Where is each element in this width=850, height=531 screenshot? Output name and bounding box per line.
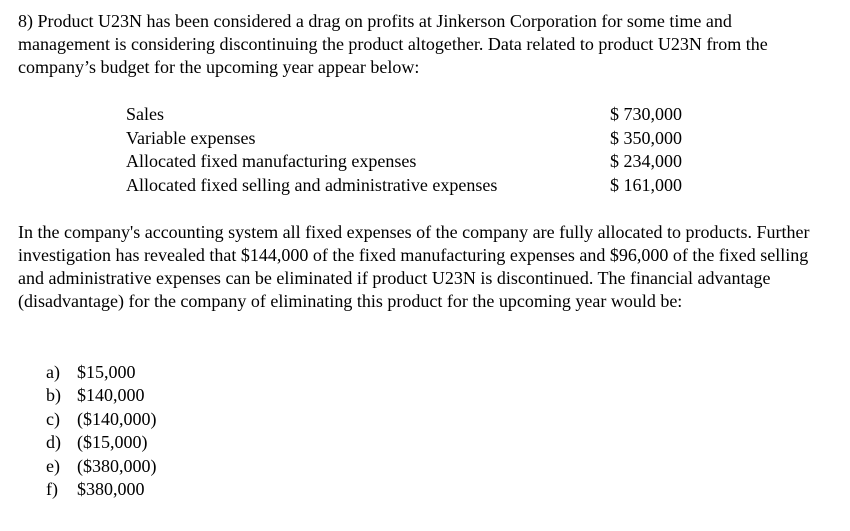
option-value: ($15,000)	[77, 432, 148, 453]
option-value: ($380,000)	[77, 455, 157, 476]
option-value: $380,000	[77, 479, 145, 500]
budget-label: Variable expenses	[126, 127, 256, 148]
budget-label: Allocated fixed manufacturing expenses	[126, 151, 417, 171]
budget-amount: $ 350,000	[610, 127, 682, 148]
option-letter: d)	[46, 432, 61, 453]
budget-row-variable-expenses	[126, 127, 692, 151]
option-letter: c)	[46, 408, 60, 429]
option-f	[46, 478, 157, 501]
budget-row-fixed-manufacturing	[126, 150, 692, 174]
option-value: $15,000	[77, 362, 136, 382]
option-letter: a)	[46, 362, 60, 382]
option-letter: e)	[46, 455, 60, 476]
budget-amount: $ 161,000	[610, 174, 682, 195]
option-letter: f)	[46, 479, 58, 500]
option-value: ($140,000)	[77, 408, 157, 429]
budget-label: Allocated fixed selling and administrative expenses	[126, 174, 498, 195]
budget-amount: $ 730,000	[610, 104, 682, 124]
option-value: $140,000	[77, 385, 145, 406]
option-d	[46, 431, 157, 454]
option-c	[46, 408, 157, 431]
option-letter: b)	[46, 385, 61, 406]
budget-label: Sales	[126, 104, 164, 124]
option-e	[46, 455, 157, 478]
budget-amount: $ 234,000	[610, 151, 682, 171]
detail-text: In the company's accounting system all fixed expenses of the company are fully allocated to products. Further investigation has revealed that $144,000 of the fixed manufacturing expenses and $96,000 of the fixed selling and administrative expenses can be eliminated if product U23N is discontinued. The financial advantage (disadvantage) for the company of eliminating this product for the upcoming year would be:	[18, 222, 810, 311]
option-a	[46, 361, 157, 384]
budget-table	[126, 103, 692, 197]
budget-row-sales	[126, 103, 692, 127]
answer-options	[46, 361, 157, 501]
option-b	[46, 384, 157, 407]
question-text: 8) Product U23N has been considered a drag on profits at Jinkerson Corporation for some time and management is considering discontinuing the product altogether. Data related to product U23N from the company’s budget for the upcoming year appear below:	[18, 11, 768, 77]
budget-row-fixed-selling-admin	[126, 174, 692, 198]
